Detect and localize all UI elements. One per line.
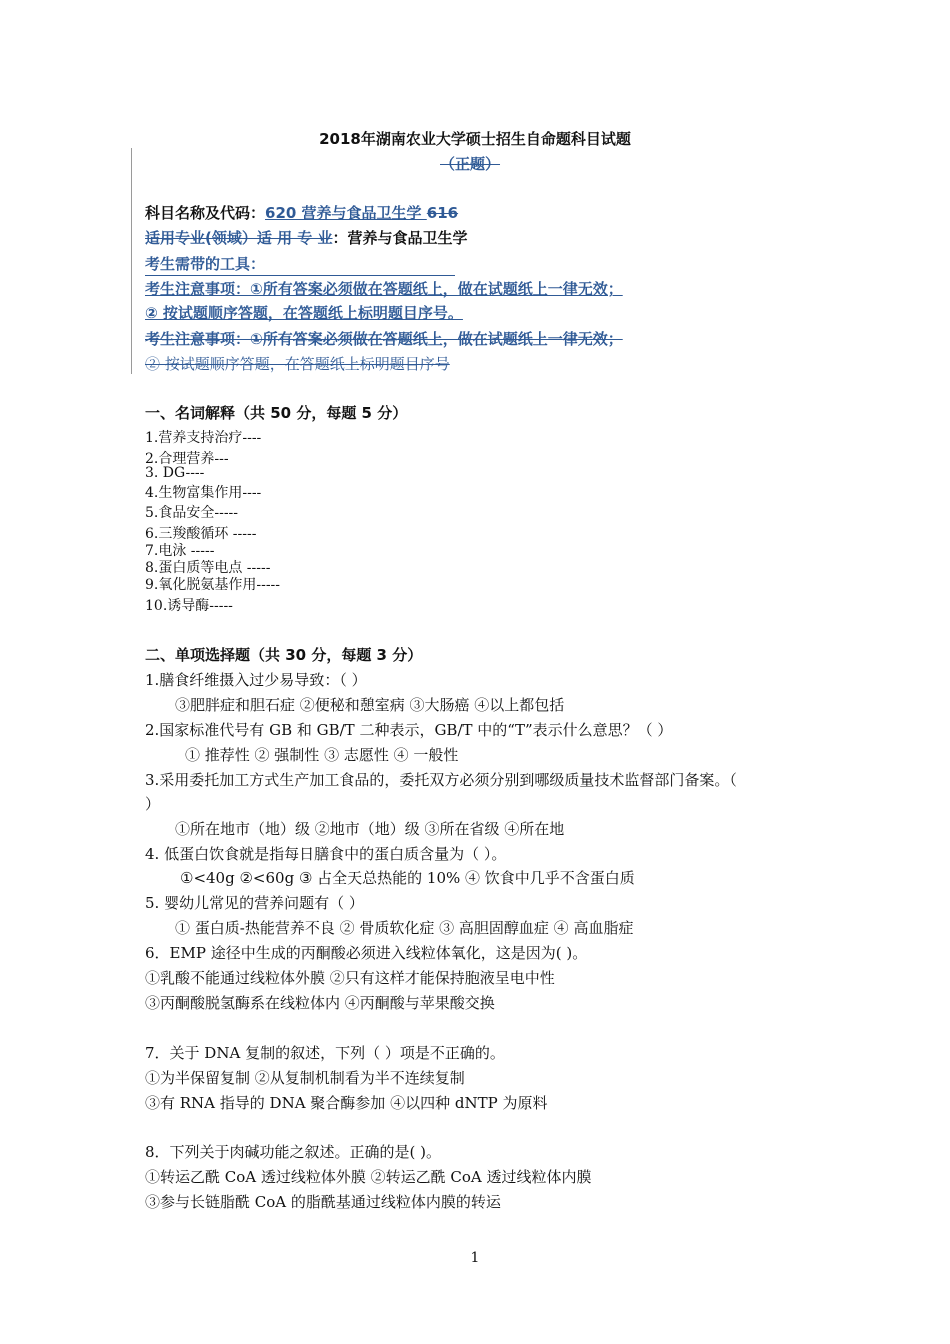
term-item: 1.营养支持治疗---- bbox=[145, 430, 262, 446]
option-line: ③有 RNA 指导的 DNA 聚合酶参加 ④以四种 dNTP 为原料 bbox=[145, 1094, 548, 1112]
tools-line bbox=[145, 253, 455, 276]
notice-old-line-2: ② 按试题顺序答题，在答题纸上标明题目序号 bbox=[145, 355, 450, 373]
major-line bbox=[145, 227, 468, 248]
option-line: ① 推荐性 ② 强制性 ③ 志愿性 ④ 一般性 bbox=[185, 746, 459, 764]
option-line: ①乳酸不能通过线粒体外膜 ②只有这样才能保持胞液呈电中性 bbox=[145, 969, 555, 987]
major-value: 营养与食品卫生学 bbox=[347, 229, 468, 247]
question-line: 5. 婴幼儿常见的营养问题有（ ） bbox=[145, 894, 364, 912]
option-line: ①转运乙酰 CoA 透过线粒体外膜 ②转运乙酰 CoA 透过线粒体内膜 bbox=[145, 1168, 592, 1186]
subject-deleted: 616 bbox=[426, 204, 459, 222]
subject-label: 科目名称及代码： bbox=[145, 204, 266, 222]
question-line: 1.膳食纤维摄入过少易导致：（ ） bbox=[145, 671, 367, 689]
notice-line-1: 考生注意事项：①所有答案必须做在答题纸上，做在试题纸上一律无效； bbox=[145, 280, 623, 298]
term-item: 5.食品安全----- bbox=[145, 505, 239, 521]
question-line: 7．关于 DNA 复制的叙述，下列（ ）项是不正确的。 bbox=[145, 1044, 505, 1062]
option-line: ① 蛋白质-热能营养不良 ② 骨质软化症 ③ 高胆固醇血症 ④ 高血脂症 bbox=[175, 919, 634, 937]
option-line: ③肥胖症和胆石症 ②便秘和憩室病 ③大肠癌 ④以上都包括 bbox=[175, 696, 565, 714]
page-number: 1 bbox=[470, 1250, 480, 1266]
option-line: ③丙酮酸脱氢酶系在线粒体内 ④丙酮酸与苹果酸交换 bbox=[145, 994, 495, 1012]
term-item: 8.蛋白质等电点 ----- bbox=[145, 560, 271, 576]
term-item: 3. DG---- bbox=[145, 465, 205, 481]
term-item: 9.氧化脱氨基作用----- bbox=[145, 577, 281, 593]
question-line: 4. 低蛋白饮食就是指每日膳食中的蛋白质含量为（ ）。 bbox=[145, 845, 507, 863]
question-line: 3.采用委托加工方式生产加工食品的，委托双方必须分别到哪级质量技术监督部门备案。（ bbox=[145, 771, 737, 789]
question-line: 6．EMP 途径中生成的丙酮酸必须进入线粒体氧化，这是因为( )。 bbox=[145, 944, 588, 962]
option-line: ①所在地市（地）级 ②地市（地）级 ③所在省级 ④所在地 bbox=[175, 820, 565, 838]
major-colon: ： bbox=[332, 229, 348, 247]
option-line: ①为半保留复制 ②从复制机制看为半不连续复制 bbox=[145, 1069, 465, 1087]
question-line: 2.国家标准代号有 GB 和 GB/T 二种表示，GB/T 中的“T”表示什么意思？（ ） bbox=[145, 721, 673, 739]
question-line: 8．下列关于肉碱功能之叙述。正确的是( )。 bbox=[145, 1143, 442, 1161]
option-line: ③参与长链脂酰 CoA 的脂酰基通过线粒体内膜的转运 bbox=[145, 1193, 501, 1211]
revision-bar bbox=[131, 148, 132, 374]
section2-heading: 二、单项选择题（共 30 分，每题 3 分） bbox=[145, 646, 423, 664]
term-item: 2.合理营养--- bbox=[145, 451, 229, 467]
term-item: 4.生物富集作用---- bbox=[145, 485, 262, 501]
page-title: 2018年湖南农业大学硕士招生自命题科目试题 bbox=[319, 130, 631, 148]
term-item: 6.三羧酸循环 ----- bbox=[145, 526, 257, 542]
subject-value: 620 营养与食品卫生学 bbox=[265, 204, 427, 222]
tools-label: 考生需带的工具： bbox=[145, 255, 266, 273]
term-item: 7.电泳 ----- bbox=[145, 543, 215, 559]
major-label: 适用专业(领域）适 用 专 业 bbox=[145, 229, 333, 247]
page-subtitle: （正题） bbox=[440, 155, 501, 173]
section1-heading: 一、名词解释（共 50 分，每题 5 分） bbox=[145, 404, 408, 422]
option-line: ①<40g ②<60g ③ 占全天总热能的 10% ④ 饮食中几乎不含蛋白质 bbox=[180, 869, 635, 887]
notice-line-2: ② 按试题顺序答题，在答题纸上标明题目序号。 bbox=[145, 304, 463, 322]
notice-old-line-1: 考生注意事项：①所有答案必须做在答题纸上，做在试题纸上一律无效； bbox=[145, 330, 623, 348]
term-item: 10.诱导酶----- bbox=[145, 598, 233, 614]
subject-line bbox=[145, 202, 458, 223]
question-line: ） bbox=[145, 795, 161, 813]
